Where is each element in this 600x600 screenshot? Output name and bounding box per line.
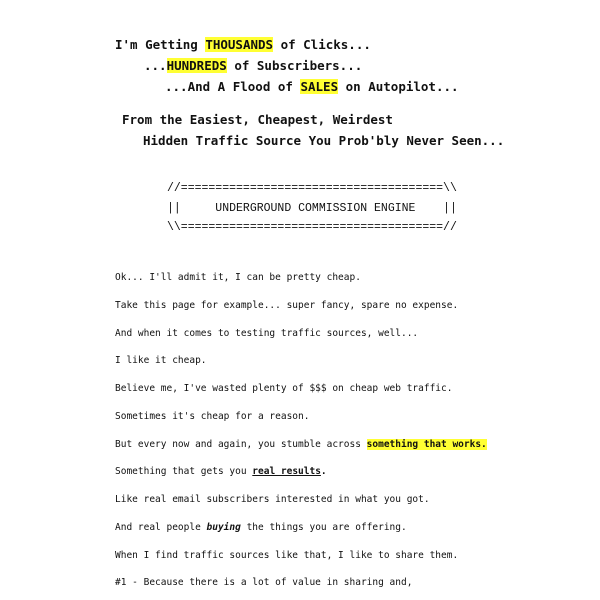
headline-line-2-text: ... [144,58,167,73]
body-paragraph [115,522,407,534]
body-paragraph [115,466,327,478]
headline-line-3 [165,79,459,95]
body-paragraph: When I find traffic sources like that, I like to share them. [115,550,459,561]
headline-line-1 [115,37,371,53]
banner-title: || UNDERGROUND COMMISSION ENGINE || [167,202,457,215]
emphasis-real-results: real results [252,466,321,477]
subhead-line-1: From the Easiest, Cheapest, Weirdest [122,112,393,127]
highlight-sales: SALES [300,79,339,94]
body-paragraph: #1 - Because there is a lot of value in sharing and, [115,577,413,588]
highlight-something-that-works: something that works. [366,439,487,450]
headline-line-2-end: of Subscribers... [226,58,363,73]
headline-line-1-end: of Clicks... [273,37,371,52]
headline-line-2 [144,58,362,74]
banner-bottom-border: \\======================================// [167,221,457,234]
headline-line-1-text: I'm Getting [115,37,206,52]
body-paragraph: Like real email subscribers interested in what you got. [115,494,430,505]
body-paragraph: Sometimes it's cheap for a reason. [115,411,310,422]
body-text: Something that gets you [115,466,253,477]
body-paragraph: And when it comes to testing traffic sources, well... [115,328,419,339]
headline-line-3-text: ...And A Flood of [165,79,301,94]
body-text: And real people [115,522,207,533]
subhead-line-2: Hidden Traffic Source You Prob'bly Never Seen... [143,133,505,148]
body-paragraph [115,439,487,451]
body-text: . [320,466,327,477]
emphasis-buying: buying [206,522,241,533]
banner-top-border: //======================================\\ [167,182,457,195]
body-paragraph: Ok... I'll admit it, I can be pretty cheap. [115,272,361,283]
body-paragraph: Believe me, I've wasted plenty of $$$ on cheap web traffic. [115,383,453,394]
headline-line-3-end: on Autopilot... [338,79,459,94]
body-text: the things you are offering. [240,522,407,533]
body-paragraph: Take this page for example... super fancy, spare no expense. [115,300,459,311]
body-text: But every now and again, you stumble across [115,439,367,450]
highlight-thousands: THOUSANDS [205,37,274,52]
body-paragraph: I like it cheap. [115,355,207,366]
highlight-hundreds: HUNDREDS [166,58,227,73]
